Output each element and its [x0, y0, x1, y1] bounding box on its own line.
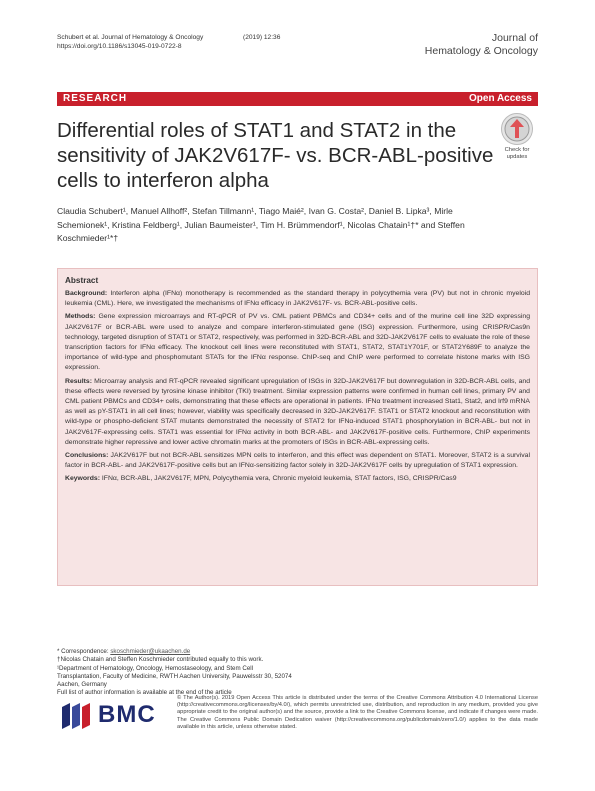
- citation: Schubert et al. Journal of Hematology & Oncology: [57, 34, 204, 41]
- affiliation: ¹Department of Hematology, Oncology, Hemostaseology, and Stem Cell Transplantation, Faculty of Medicine, RWTH Aachen University, Pauwelsstr 30, 52074 Aachen, Germany: [57, 664, 292, 689]
- journal-name: Journal of Hematology & Oncology: [424, 32, 538, 57]
- author-info-note: Full list of author information is available at the end of the article: [57, 689, 232, 697]
- open-access-label: Open Access: [469, 93, 532, 104]
- abstract-box: [57, 268, 538, 586]
- bmc-logo-icon: [62, 703, 96, 729]
- check-for-updates-button[interactable]: Check for updates: [497, 113, 537, 165]
- section-bar: [57, 92, 538, 106]
- crossmark-icon: [501, 113, 533, 145]
- bmc-logo-text: BMC: [98, 701, 156, 728]
- abstract-conclusions: Conclusions: JAK2V617F but not BCR-ABL sensitizes MPN cells to interferon, and this effect was dependent on STAT1. Moreover, STAT2 is a survival factor in BCR-ABL- and JAK2V617F-positive cells but an IFNα-sensitizing factor solely in 32D-JAK2V617F cells by upregulation of STAT1 expression.: [65, 452, 530, 470]
- section-label: RESEARCH: [63, 93, 128, 104]
- year-pages: (2019) 12:36: [243, 34, 281, 41]
- article-title: Differential roles of STAT1 and STAT2 in the sensitivity of JAK2V617F- vs. BCR-ABL-positive cells to interferon alpha: [57, 119, 494, 192]
- abstract-methods: Methods: Gene expression microarrays and RT-qPCR of PV vs. CML patient PBMCs and CD34+ cells and of the murine cell line 32D expressing JAK2V617F or BCR-ABL were used to analyze and compare interferon-stimulated gene (ISG) expression. Furthermore, using CRISPR/Cas9n technology, targeted disruption of STAT1 or STAT2, respectively, was performed in 32D-BCR-ABL and 32D-JAK2V617F cells to evaluate the role of these transcription factors for IFNα efficacy. The knockout cell lines were reconstituted with STAT1, STAT2, STAT1Y701F, or STAT2Y689F to analyze the importance of wild-type and phosphomutant STATs for the IFNα response. ChIP-seq and ChIP were performed to correlate histone marks with ISG expression.: [65, 313, 530, 372]
- running-header: [57, 33, 281, 51]
- abstract-background: Background: Interferon alpha (IFNα) monotherapy is recommended as the standard therapy in polycythemia vera (PV) but not in chronic myeloid leukemia (CML). Here, we investigated the mechanisms of IFNα efficacy in JAK2V617F- vs. BCR-ABL-positive cells.: [65, 290, 531, 308]
- email-link[interactable]: skoschmieder@ukaachen.de: [110, 648, 191, 655]
- equal-contribution-note: †Nicolas Chatain and Steffen Koschmieder contributed equally to this work.: [57, 656, 264, 664]
- bmc-logo: [62, 703, 166, 729]
- abstract-heading: Abstract: [65, 276, 99, 285]
- footnotes: [57, 648, 297, 698]
- abstract-results: Results: Microarray analysis and RT-qPCR revealed significant upregulation of ISGs in 32D-JAK2V617F but downregulation in 32D-BCR-ABL cells, and these effects were reversed by tyrosine kinase inhibitor (TKI) treatment. Similar expression patterns were confirmed in human cell lines, primary PV and CML patient PBMCs and CD34+ cells, demonstrating that these effects are operational in patients. IFNα treatment increased Stat1, Stat2, and Irf9 mRNA as well as pY-STAT1 in all cell lines; however, viability was specifically decreased in 32D-JAK2V617F. STAT1 or STAT2 knockout and reconstitution with wild-type or phospho-deficient STAT mutants demonstrated the necessity of STAT2 for IFNα-induced STAT1 phosphorylation in BCR-ABL- but not in JAK2V617F-expressing cells. STAT1 was essential for IFNα activity in both BCR-ABL- and JAK2V617F-positive cells. Furthermore, ChIP experiments demonstrate higher repressive and lower active chromatin marks at the promoters of ISGs in BCR-ABL-expressing cells.: [65, 377, 531, 446]
- author-list: Claudia Schubert¹, Manuel Allhoff², Stefan Tillmann¹, Tiago Maié², Ivan G. Costa², Daniel B. Lipka³, Mirle Schemionek¹, Kristina Feldberg¹, Julian Baumeister¹, Tim H. Brümmendorf¹, Nicolas Chatain¹†* and Steffen Koschmieder¹*†: [57, 206, 465, 243]
- doi-link[interactable]: https://doi.org/10.1186/s13045-019-0722-8: [57, 43, 182, 50]
- license-text: © The Author(s). 2019 Open Access This article is distributed under the terms of the Creative Commons Attribution 4.0 International License (http://creativecommons.org/licenses/by/4.0/), which permits unrestricted use, distribution, and reproduction in any medium, provided you give appropriate credit to the original author(s) and the source, provide a link to the Creative Commons license, and indicate if changes were made. The Creative Commons Public Domain Dedication waiver (http://creativecommons.org/publicdomain/zero/1.0/) applies to the data made available in this article, unless otherwise stated.: [177, 695, 538, 730]
- correspondence: * Correspondence: skoschmieder@ukaachen.de: [57, 648, 191, 655]
- abstract-keywords: Keywords: IFNα, BCR-ABL, JAK2V617F, MPN, Polycythemia vera, Chronic myeloid leukemia, STAT factors, ISG, CRISPR/Cas9: [65, 475, 457, 483]
